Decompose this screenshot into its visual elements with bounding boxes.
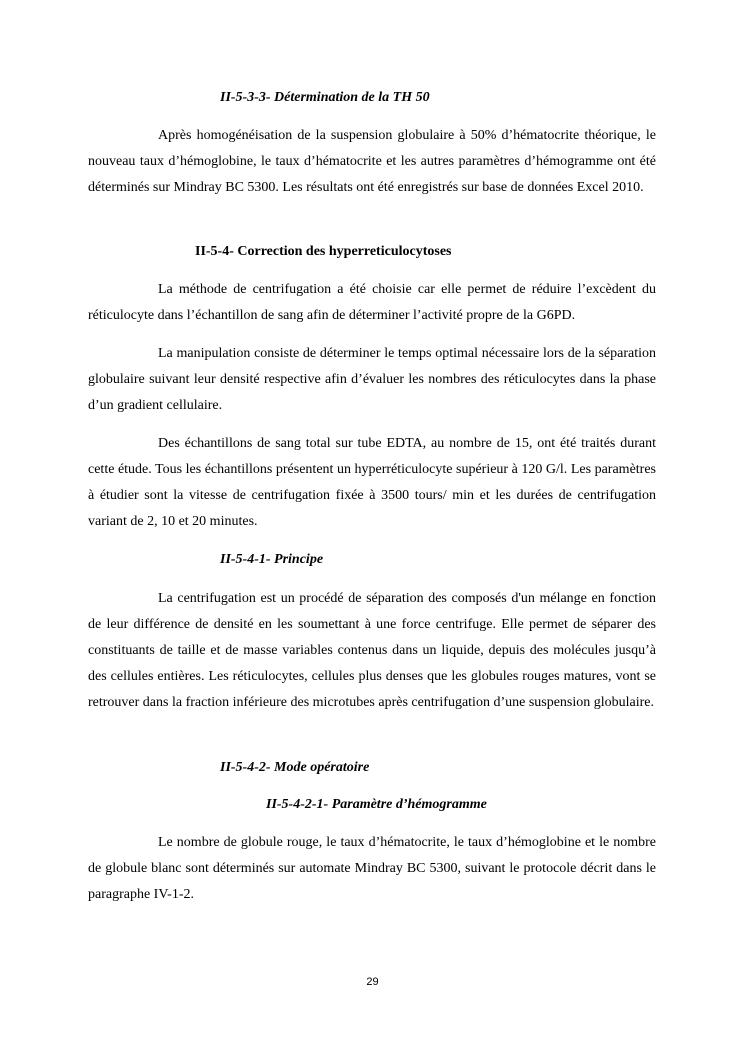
page-number: 29 [366, 976, 379, 988]
paragraph-hemogramme: Le nombre de globule rouge, le taux d’hématocrite, le taux d’hémoglobine et le nombre de globule blanc sont déterminés sur automate Mindray BC 5300, suivant le protocole décrit dans le paragraphe IV-1-2. [88, 835, 656, 902]
section-heading-principe: II-5-4-1- Principe [220, 552, 324, 567]
section-heading-correction: II-5-4- Correction des hyperreticulocytoses [195, 244, 452, 259]
paragraph-principe: La centrifugation est un procédé de séparation des composés d'un mélange en fonction de leur différence de densité en les soumettant à une force centrifuge. Elle permet de séparer des constituants de taille et de masse variables contenus dans un liquide, depuis des molécules jusqu’à des cellules entières. Les réticulocytes, cellules plus denses que les globules rouges matures, vont se retrouver dans la fraction inférieure des microtubes après centrifugation d’une suspension globulaire. [88, 591, 656, 710]
paragraph-manipulation: La manipulation consiste de déterminer le temps optimal nécessaire lors de la séparation globulaire suivant leur densité respective afin d’évaluer les nombres des réticulocytes dans la phase d’un gradient cellulaire. [88, 346, 656, 413]
section-heading-mode-operatoire: II-5-4-2- Mode opératoire [220, 760, 370, 775]
paragraph-th50-determination: Après homogénéisation de la suspension globulaire à 50% d’hématocrite théorique, le nouveau taux d’hémoglobine, le taux d’hématocrite et les autres paramètres d’hémogramme ont été déterminés sur Mindray BC 5300. Les résultats ont été enregistrés sur base de données Excel 2010. [88, 128, 656, 195]
paragraph-centrifugation-method: La méthode de centrifugation a été choisie car elle permet de réduire l’excèdent du réticulocyte dans l’échantillon de sang afin de déterminer l’activité propre de la G6PD. [88, 282, 656, 323]
section-heading-hemogramme: II-5-4-2-1- Paramètre d’hémogramme [266, 797, 487, 812]
paragraph-samples: Des échantillons de sang total sur tube EDTA, au nombre de 15, ont été traités durant cette étude. Tous les échantillons présentent un hyperréticulocyte supérieur à 120 G/l. Les paramètres à étudier sont la vitesse de centrifugation fixée à 3500 tours/ min et les durées de centrifugation variant de 2, 10 et 20 minutes. [88, 436, 656, 529]
section-heading-th50: II-5-3-3- Détermination de la TH 50 [220, 90, 430, 105]
